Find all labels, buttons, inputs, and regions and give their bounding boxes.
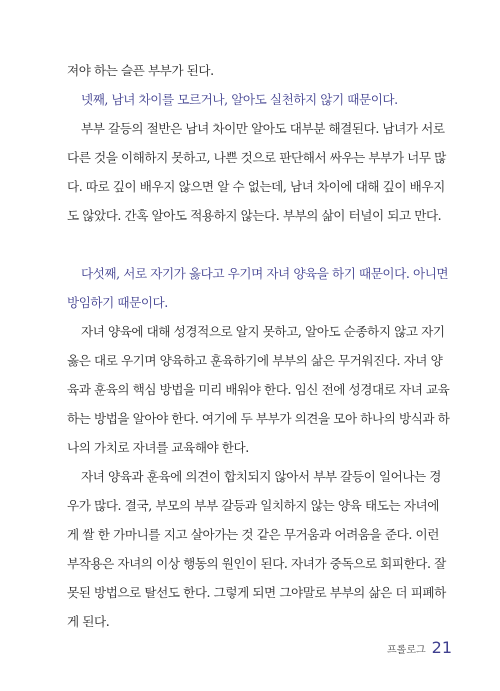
text-line: 게 쌀 한 가마니를 지고 살아가는 것 같은 무거움과 어려움을 준다. 이런 — [67, 527, 439, 542]
text-line: 하는 방법을 알아야 한다. 여기에 두 부부가 의견을 모아 하나의 방식과 하 — [67, 411, 450, 426]
text-line: 자녀 양육과 훈육에 의견이 합치되지 않아서 부부 갈등이 일어나는 경 — [81, 469, 442, 484]
text-line: 게 된다. — [67, 614, 110, 629]
section-heading-line: 다섯째, 서로 자기가 옳다고 우기며 자녀 양육을 하기 때문이다. 아니면 — [81, 266, 449, 281]
text-line: 부부 갈등의 절반은 남녀 차이만 알아도 대부분 해결된다. 남녀가 서로 — [81, 121, 445, 136]
text-line: 자녀 양육에 대해 성경적으로 알지 못하고, 알아도 순종하지 않고 자기 — [81, 324, 445, 339]
page-body — [67, 56, 450, 636]
chapter-label: 프롤로그 — [387, 645, 426, 656]
section-heading-line: 방임하기 때문이다. — [67, 295, 168, 310]
text-line: 도 않았다. 간혹 알아도 적용하지 않는다. 부부의 삶이 터널이 되고 만다. — [67, 208, 442, 223]
paragraph-gap — [67, 230, 439, 259]
section-heading-line: 넷째, 남녀 차이를 모르거나, 알아도 실천하지 않기 때문이다. — [81, 92, 398, 107]
text-line: 나의 가치로 자녀를 교육해야 한다. — [67, 440, 249, 455]
text-line: 육과 훈육의 핵심 방법을 미리 배워야 한다. 임신 전에 성경대로 자녀 교육 — [67, 382, 450, 397]
text-line: 우가 많다. 결국, 부모의 부부 갈등과 일치하지 않는 양육 태도는 자녀에 — [67, 498, 439, 513]
text-line: 못된 방법으로 탈선도 한다. 그렇게 되면 그야말로 부부의 삶은 더 피폐하 — [67, 585, 446, 600]
text-line: 다른 것을 이해하지 못하고, 나쁜 것으로 판단해서 싸우는 부부가 너무 많 — [67, 150, 446, 165]
text-line: 다. 따로 깊이 배우지 않으면 알 수 없는데, 남녀 차이에 대해 깊이 배우지 — [67, 179, 445, 194]
text-line: 져야 하는 슬픈 부부가 된다. — [67, 63, 214, 78]
page-number: 21 — [431, 638, 452, 657]
text-line: 옳은 대로 우기며 양육하고 훈육하기에 부부의 삶은 무거워진다. 자녀 양 — [67, 353, 443, 368]
text-line: 부작용은 자녀의 이상 행동의 원인이 된다. 자녀가 중독으로 회피한다. 잘 — [67, 556, 446, 571]
page-footer — [387, 638, 452, 657]
